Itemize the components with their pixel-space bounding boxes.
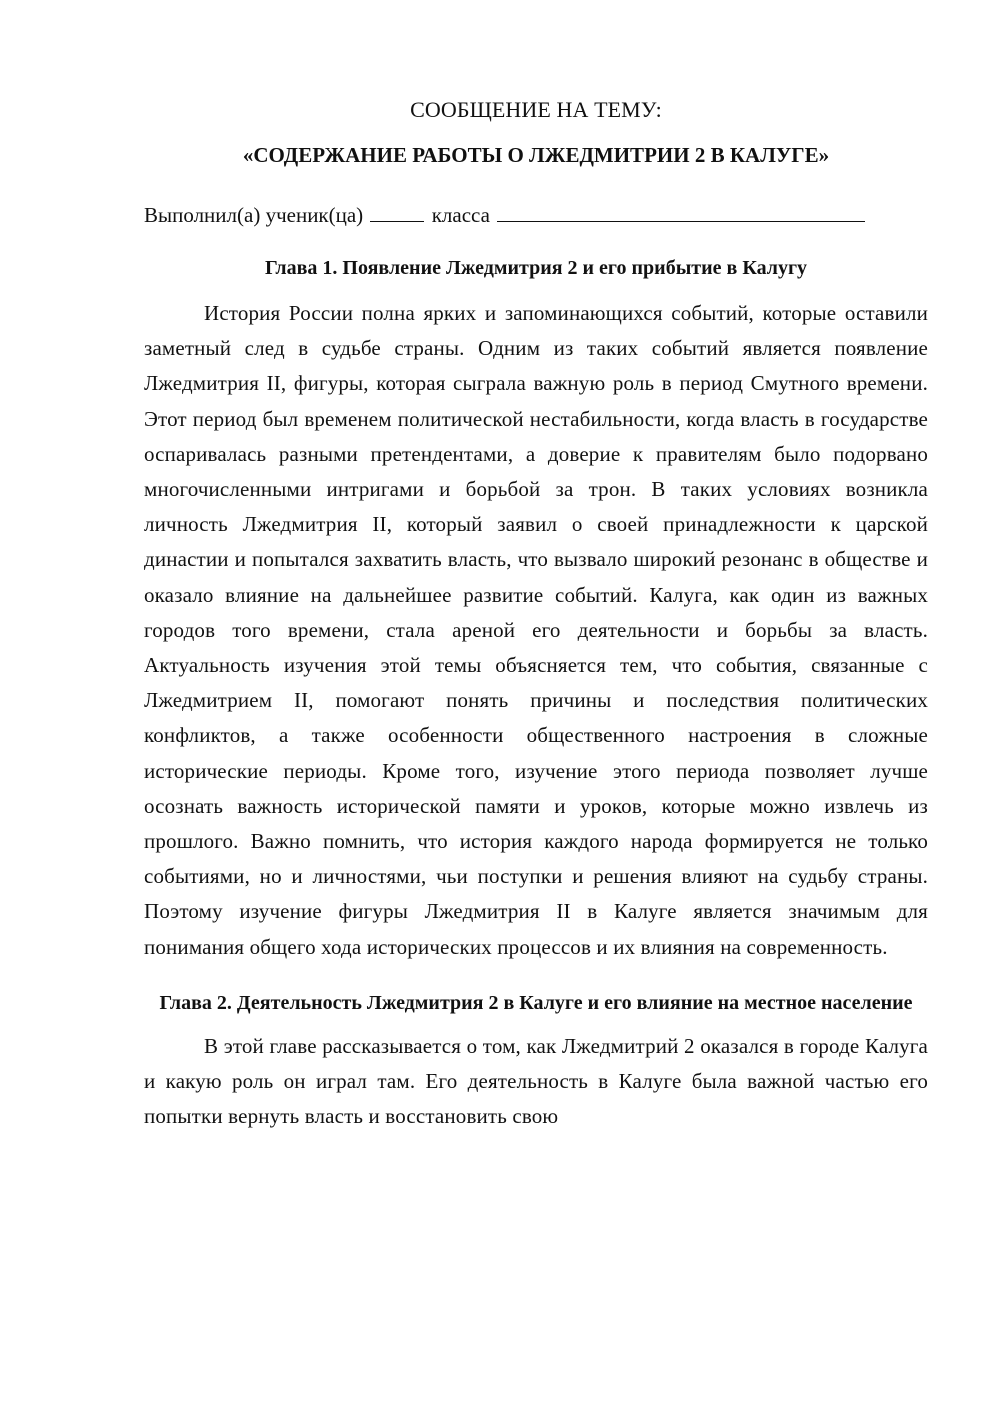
author-line-prefix: Выполнил(а) ученик(ца) — [144, 203, 364, 227]
chapter-2-heading: Глава 2. Деятельность Лжедмитрия 2 в Калуге и его влияние на местное население — [159, 991, 913, 1014]
document-page — [144, 92, 928, 1134]
class-name-blank — [497, 201, 865, 222]
document-title: СООБЩЕНИЕ НА ТЕМУ: — [410, 97, 662, 122]
author-line — [144, 198, 928, 232]
chapter-1 — [144, 250, 928, 965]
chapter-2 — [144, 985, 928, 1135]
author-line-middle: класса — [431, 203, 490, 227]
chapter-1-heading: Глава 1. Появление Лжедмитрия 2 и его прибытие в Калугу — [264, 257, 808, 279]
chapter-1-paragraph: История России полна ярких и запоминающихся событий, которые оставили заметный след в судьбе страны. Одним из таких событий является появление Лжедмитрия II, фигуры, которая сыграла важную роль в период Смутного времени. Этот период был временем политической нестабильности, когда власть в государстве оспаривалась разными претендентами, а доверие к правителям было подорвано многочисленными интригами и борьбой за трон. В таких условиях возникла личность Лжедмитрия II, который заявил о своей принадлежности к царской династии и попытался захватить власть, что вызвало широкий резонанс в обществе и оказало влияние на дальнейшее развитие событий. Калуга, как один из важных городов того времени, стала ареной его деятельности и борьбы за власть. Актуальность изучения этой темы объясняется тем, что события, связанные с Лжедмитрием II, помогают понять причины и последствия политических конфликтов, а также особенности общественного настроения в сложные исторические периоды. Кроме того, изучение этого периода позволяет лучше осознать важность исторической памяти и уроков, которые можно извлечь из прошлого. Важно помнить, что история каждого народа формируется не только событиями, но и личностями, чьи поступки и решения влияют на судьбу страны. Поэтому изучение фигуры Лжедмитрия II в Калуге является значимым для понимания общего хода исторических процессов и их влияния на современность. — [144, 301, 928, 959]
chapter-2-paragraph: В этой главе рассказывается о том, как Лжедмитрий 2 оказался в городе Калуга и какую роль он играл там. Его деятельность в Калуге была важной частью его попытки вернуть власть и восстановить свою — [144, 1033, 928, 1129]
class-number-blank — [370, 201, 424, 222]
document-topic: «СОДЕРЖАНИЕ РАБОТЫ О ЛЖЕДМИТРИИ 2 В КАЛУГЕ» — [242, 143, 830, 167]
